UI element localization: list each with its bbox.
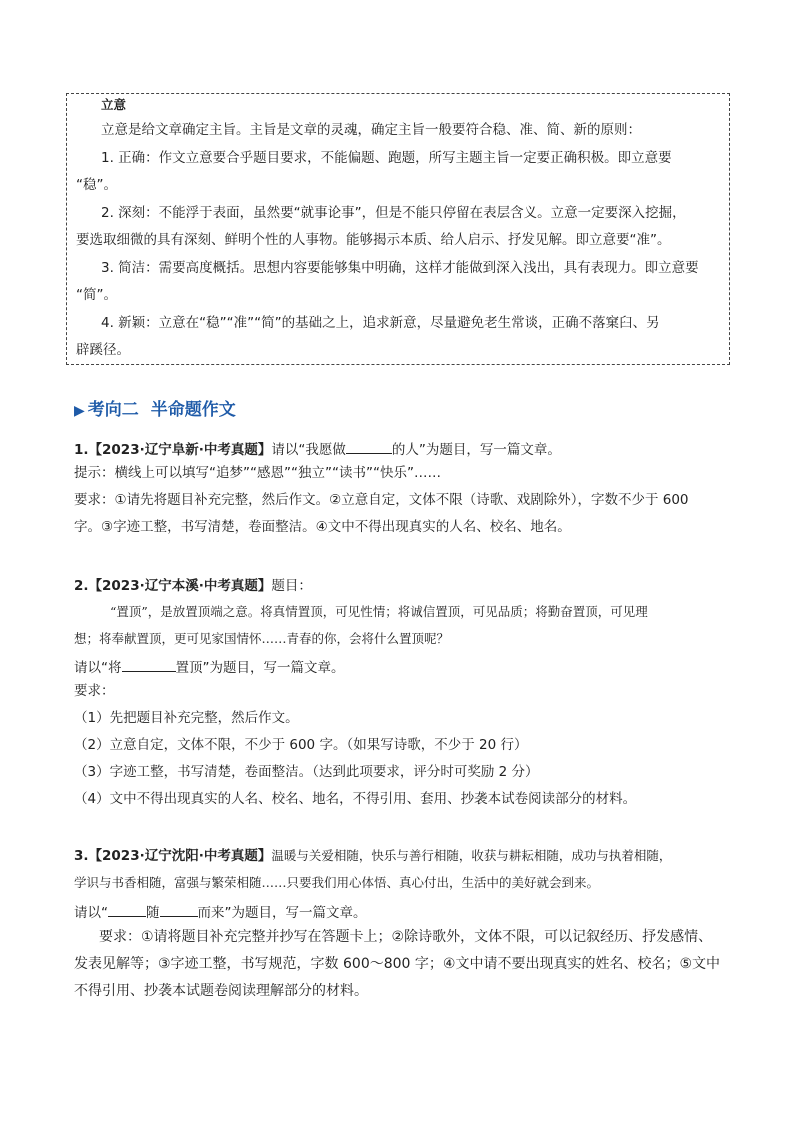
box-line: 4. 新颖：立意在“稳”“准”“简”的基础之上，追求新意，尽量避免老生常谈，正确不落窠臼、另	[101, 315, 660, 331]
triangle-marker-icon: ▶	[74, 403, 85, 419]
q2-prompt: 请以“将 置顶”为题目，写一篇文章。	[74, 660, 345, 676]
fill-blank	[108, 904, 146, 917]
section-label: 考向二	[87, 400, 139, 420]
fill-blank	[122, 659, 176, 672]
q3-requirement: 发表见解等；③字迹工整，书写规范，字数 600～800 字；④文中请不要出现真实的姓名、校名；⑤文中	[74, 956, 720, 972]
q2-quote: 想；将奉献置顶，更可见家国情怀……青春的你，会将什么置顶呢？	[74, 631, 450, 646]
q2-requirement-label: 要求：	[74, 683, 115, 699]
box-title: 立意	[101, 97, 127, 112]
q2-requirement: （3）字迹工整，书写清楚，卷面整洁。（达到此项要求，评分时可奖励 2 分）	[74, 764, 539, 780]
fill-blank	[346, 441, 392, 454]
q1-prompt: 1.【2023·辽宁阜新·中考真题】请以“我愿做 的人”为题目，写一篇文章。	[74, 442, 561, 458]
box-line: 2. 深刻：不能浮于表面，虽然要“就事论事”，但是不能只停留在表层含义。立意一定要深入挖掘，	[101, 205, 686, 221]
q2-tag: 2.【2023·辽宁本溪·中考真题】	[74, 578, 272, 594]
q1-hint: 提示：横线上可以填写“追梦”“感恩”“独立”“读书”“快乐”……	[74, 465, 441, 481]
box-line: “简”。	[76, 287, 117, 303]
fill-blank	[160, 904, 198, 917]
section-title: 半命题作文	[150, 400, 236, 420]
q3-requirement: 要求：①请将题目补充完整并抄写在答题卡上；②除诗歌外，文体不限，可以记叙经历、抒发感情、	[99, 929, 713, 945]
box-line: 立意是给文章确定主旨。主旨是文章的灵魂，确定主旨一般要符合稳、准、简、新的原则：	[101, 122, 641, 138]
q2-requirement: （1）先把题目补充完整，然后作文。	[74, 710, 299, 726]
box-line: 3. 简洁：需要高度概括。思想内容要能够集中明确，这样才能做到深入浅出，具有表现力。即立意要	[101, 260, 699, 276]
q2-header: 2.【2023·辽宁本溪·中考真题】题目：	[74, 578, 312, 594]
q3-prompt: 请以“ 随 而来”为题目，写一篇文章。	[74, 905, 367, 921]
q2-requirement: （2）立意自定，文体不限，不少于 600 字。（如果写诗歌，不少于 20 行）	[74, 737, 528, 753]
box-line: 1. 正确：作文立意要合乎题目要求，不能偏题、跑题，所写主题主旨一定要正确积极。即立意要	[101, 150, 672, 166]
q1-requirement: 要求：①请先将题目补充完整，然后作文。②立意自定，文体不限（诗歌、戏剧除外），字数不少于 600	[74, 492, 689, 508]
q2-quote: “置顶”，是放置顶端之意。将真情置顶，可见性情；将诚信置顶，可见品质；将勤奋置顶，可见理	[110, 604, 648, 619]
q1-requirement: 字。③字迹工整，书写清楚，卷面整洁。④文中不得出现真实的人名、校名、地名。	[74, 519, 571, 535]
q3-tag: 3.【2023·辽宁沈阳·中考真题】	[74, 848, 272, 864]
box-line: 要选取细微的具有深刻、鲜明个性的人事物。能够揭示本质、给人启示、抒发见解。即立意要“准”。	[76, 232, 671, 248]
box-line: 辟蹊径。	[76, 342, 130, 358]
q2-requirement: （4）文中不得出现真实的人名、校名、地名，不得引用、套用、抄袭本试卷阅读部分的材料。	[74, 791, 637, 807]
q3-header: 3.【2023·辽宁沈阳·中考真题】温暖与关爱相随，快乐与善行相随，收获与耕耘相随，成功与执着相随，	[74, 848, 672, 864]
q3-quote: 学识与书香相随，富强与繁荣相随……只要我们用心体悟、真心付出，生活中的美好就会到来。	[74, 875, 600, 890]
q1-tag: 1.【2023·辽宁阜新·中考真题】	[74, 442, 272, 458]
box-line: “稳”。	[76, 177, 117, 193]
q3-requirement: 不得引用、抄袭本试题卷阅读理解部分的材料。	[74, 983, 368, 999]
section-heading	[74, 402, 236, 419]
